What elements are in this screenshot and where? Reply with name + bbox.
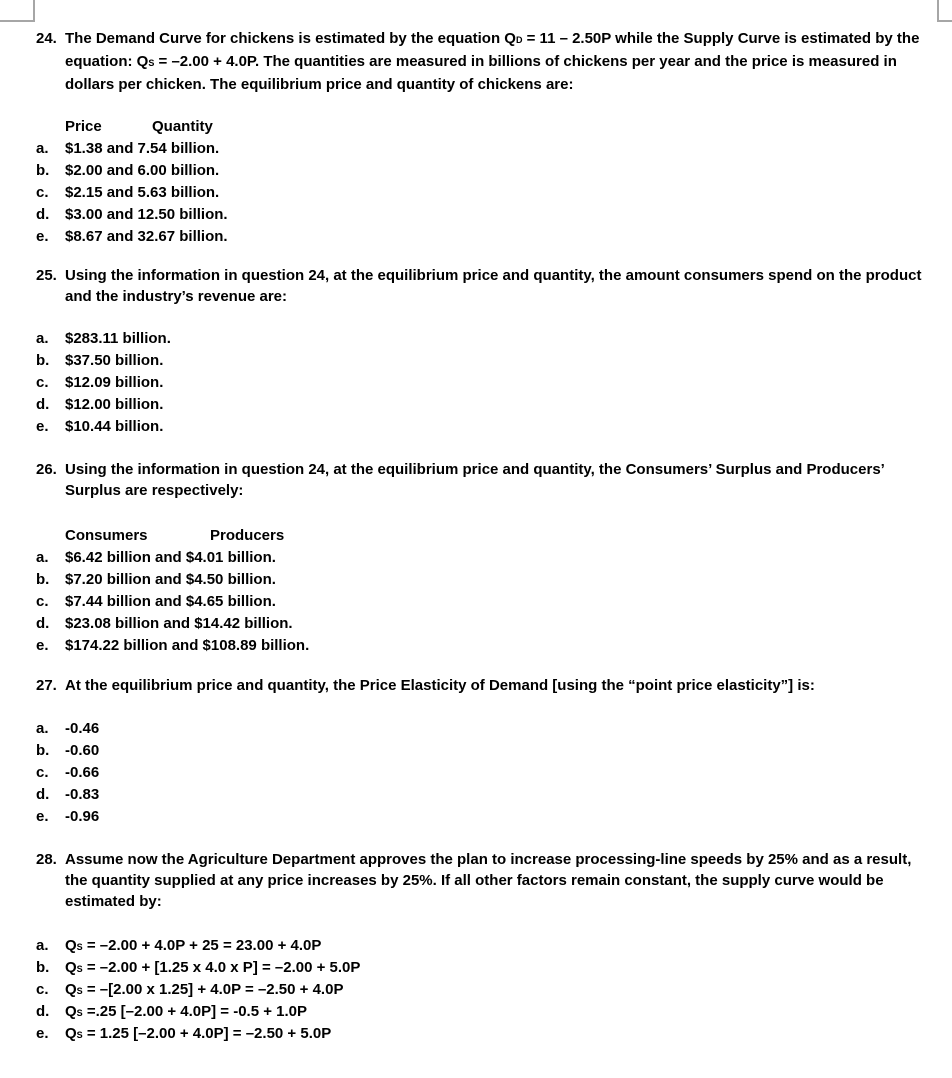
answer-option-c[interactable]	[36, 591, 936, 613]
option-text: $3.00 and 12.50 billion.	[65, 206, 228, 223]
column-headers	[65, 116, 936, 138]
option-text: $1.38 and 7.54 billion.	[65, 140, 220, 157]
option-text: $10.44 billion.	[65, 418, 164, 435]
answer-option-d[interactable]	[36, 784, 936, 806]
question-text-part: = –2.00 + 4.0P. The quantities are measured in billions of chickens per year and the price is measured in dollars per chicken. The equilibrium price and quantity of chickens are:	[65, 53, 897, 93]
question-27	[36, 675, 936, 828]
question-text: Using the information in question 24, at the equilibrium price and quantity, the Consumers’ Surplus and Producers’ Surplus are respectively:	[65, 461, 885, 499]
quantity-symbol: Q	[65, 959, 77, 976]
quantity-symbol: Q	[65, 937, 77, 954]
answer-option-d[interactable]	[36, 394, 936, 416]
option-letter: a.	[36, 140, 49, 157]
subscript-s: S	[148, 58, 155, 68]
subscript-s: S	[76, 964, 83, 974]
answer-option-b[interactable]	[36, 350, 936, 372]
question-25	[36, 265, 936, 438]
option-text	[65, 1023, 331, 1045]
option-letter: e.	[36, 637, 49, 654]
option-text: $2.00 and 6.00 billion.	[65, 162, 220, 179]
answer-option-b[interactable]	[36, 160, 936, 182]
option-text: -0.66	[65, 764, 100, 781]
option-letter: b.	[36, 742, 50, 759]
subscript-s: S	[76, 986, 83, 996]
answer-option-e[interactable]	[36, 226, 936, 248]
option-letter: e.	[36, 418, 49, 435]
column-header-producers: Producers	[210, 527, 285, 544]
option-letter: e.	[36, 1025, 49, 1042]
column-header-quantity: Quantity	[152, 118, 213, 135]
answer-option-b[interactable]	[36, 569, 936, 591]
option-letter: a.	[36, 330, 49, 347]
equation-text: = 1.25 [–2.00 + 4.0P] = –2.50 + 5.0P	[82, 1025, 332, 1042]
answer-option-a[interactable]	[36, 718, 936, 740]
equation-text: = –[2.00 x 1.25] + 4.0P = –2.50 + 4.0P	[82, 981, 344, 998]
option-text: $7.44 billion and $4.65 billion.	[65, 593, 276, 610]
option-letter: a.	[36, 720, 49, 737]
option-text: $23.08 billion and $14.42 billion.	[65, 615, 293, 632]
question-header	[36, 675, 936, 696]
answer-option-d[interactable]	[36, 1001, 936, 1023]
option-text: $8.67 and 32.67 billion.	[65, 228, 228, 245]
question-text	[65, 28, 936, 95]
answer-option-e[interactable]	[36, 806, 936, 828]
option-text: -0.83	[65, 786, 100, 803]
equation-text: = –2.00 + 4.0P + 25 = 23.00 + 4.0P	[82, 937, 322, 954]
question-text: At the equilibrium price and quantity, the Price Elasticity of Demand [using the “point price elasticity”] is:	[65, 677, 815, 694]
option-letter: b.	[36, 959, 50, 976]
question-number: 27.	[36, 677, 57, 694]
option-text: $2.15 and 5.63 billion.	[65, 184, 220, 201]
question-number: 25.	[36, 267, 57, 284]
answer-options	[36, 935, 936, 1045]
page-corner-mark-right	[937, 0, 952, 22]
answer-option-a[interactable]	[36, 547, 936, 569]
question-28	[36, 849, 936, 1045]
option-letter: c.	[36, 374, 49, 391]
option-letter: d.	[36, 396, 50, 413]
option-text	[65, 935, 321, 957]
answer-options	[36, 547, 936, 657]
option-letter: b.	[36, 162, 50, 179]
answer-option-b[interactable]	[36, 957, 936, 979]
answer-option-c[interactable]	[36, 182, 936, 204]
quantity-symbol: Q	[65, 1025, 77, 1042]
option-letter: c.	[36, 184, 49, 201]
subscript-s: S	[76, 1008, 83, 1018]
question-text-part: = 11 – 2.50P while the Supply Curve is estimated by the equation: Q	[65, 30, 920, 70]
subscript-s: S	[76, 1030, 83, 1040]
question-header	[36, 265, 936, 307]
answer-option-e[interactable]	[36, 1023, 936, 1045]
answer-option-a[interactable]	[36, 328, 936, 350]
question-header	[36, 459, 936, 501]
option-letter: e.	[36, 808, 49, 825]
subscript-d: D	[515, 35, 523, 45]
option-letter: b.	[36, 571, 50, 588]
question-number: 26.	[36, 461, 57, 478]
answer-options	[36, 328, 936, 438]
option-letter: d.	[36, 615, 50, 632]
quantity-symbol: Q	[65, 981, 77, 998]
question-number: 24.	[36, 30, 57, 47]
answer-option-c[interactable]	[36, 979, 936, 1001]
equation-text: = –2.00 + [1.25 x 4.0 x P] = –2.00 + 5.0P	[82, 959, 361, 976]
option-letter: c.	[36, 593, 49, 610]
answer-option-e[interactable]	[36, 416, 936, 438]
option-text: $7.20 billion and $4.50 billion.	[65, 571, 276, 588]
answer-option-d[interactable]	[36, 204, 936, 226]
column-headers	[65, 525, 936, 547]
option-letter: c.	[36, 981, 49, 998]
answer-options	[36, 718, 936, 828]
option-letter: d.	[36, 786, 50, 803]
answer-option-a[interactable]	[36, 935, 936, 957]
column-header-consumers: Consumers	[65, 527, 148, 544]
option-text: $6.42 billion and $4.01 billion.	[65, 549, 276, 566]
question-26	[36, 459, 936, 657]
subscript-s: S	[76, 942, 83, 952]
page-corner-mark-left	[0, 0, 35, 22]
question-header	[36, 28, 936, 95]
option-letter: e.	[36, 228, 49, 245]
option-letter: d.	[36, 206, 50, 223]
answer-option-e[interactable]	[36, 635, 936, 657]
option-letter: b.	[36, 352, 50, 369]
answer-options	[36, 138, 936, 248]
question-24	[36, 28, 936, 248]
option-letter: c.	[36, 764, 49, 781]
answer-option-a[interactable]	[36, 138, 936, 160]
option-text	[65, 979, 343, 1001]
option-letter: a.	[36, 549, 49, 566]
option-text: $283.11 billion.	[65, 330, 171, 347]
option-letter: a.	[36, 937, 49, 954]
equation-text: =.25 [–2.00 + 4.0P] = -0.5 + 1.0P	[82, 1003, 308, 1020]
option-text: $174.22 billion and $108.89 billion.	[65, 637, 310, 654]
option-text: -0.96	[65, 808, 100, 825]
answer-option-c[interactable]	[36, 372, 936, 394]
answer-option-b[interactable]	[36, 740, 936, 762]
option-text: $12.00 billion.	[65, 396, 164, 413]
answer-option-c[interactable]	[36, 762, 936, 784]
option-text	[65, 957, 360, 979]
question-header	[36, 849, 936, 912]
question-text-part: The Demand Curve for chickens is estimated by the equation Q	[65, 30, 516, 47]
option-text	[65, 1001, 307, 1023]
question-number: 28.	[36, 851, 57, 868]
option-letter: d.	[36, 1003, 50, 1020]
option-text: -0.60	[65, 742, 100, 759]
answer-option-d[interactable]	[36, 613, 936, 635]
question-text: Using the information in question 24, at the equilibrium price and quantity, the amount consumers spend on the product and the industry’s revenue are:	[65, 267, 922, 305]
column-header-price: Price	[65, 118, 102, 135]
option-text: $37.50 billion.	[65, 352, 164, 369]
option-text: -0.46	[65, 720, 100, 737]
option-text: $12.09 billion.	[65, 374, 164, 391]
quantity-symbol: Q	[65, 1003, 77, 1020]
question-text: Assume now the Agriculture Department approves the plan to increase processing-line speeds by 25% and as a result, the quantity supplied at any price increases by 25%. If all other factors remain constant, the supply curve would be estimated by:	[65, 851, 912, 910]
